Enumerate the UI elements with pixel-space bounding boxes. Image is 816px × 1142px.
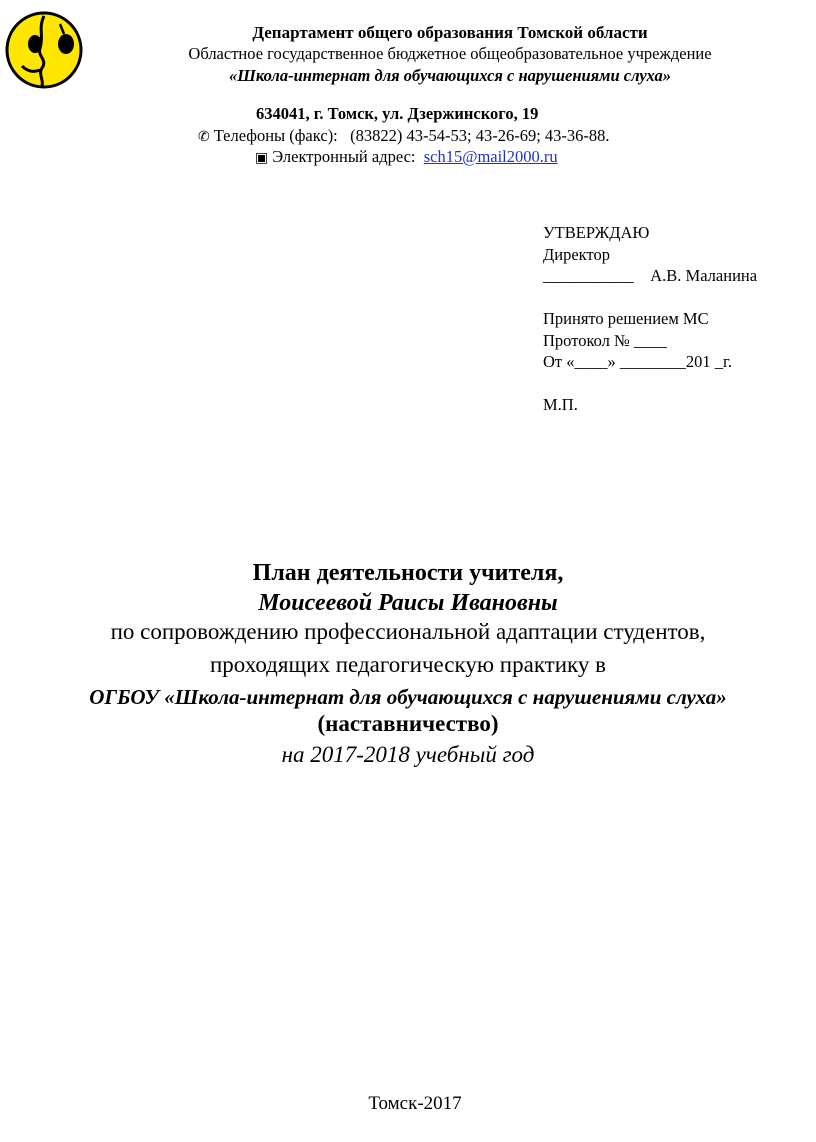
email-line — [255, 147, 558, 167]
approval-block — [543, 222, 757, 416]
plan-subject-cont: проходящих педагогическую практику в — [209, 652, 607, 677]
institution-type: Областное государственное бюджетное общеобразовательное учреждение — [188, 44, 712, 63]
school-address: 634041, г. Томск, ул. Дзержинского, 19 — [256, 104, 539, 123]
plan-mentorship: (наставничество) — [317, 711, 499, 736]
email-link[interactable]: sch15@mail2000.ru — [423, 147, 558, 166]
email-label: Электронный адрес: — [272, 147, 416, 166]
protocol-date: От «____» ________201 _г. — [543, 352, 733, 371]
approval-position: Директор — [543, 244, 610, 264]
approval-signature: ___________ А.В. Маланина — [543, 266, 758, 285]
department-heading: Департамент общего образования Томской области — [252, 23, 648, 42]
plan-year: на 2017-2018 учебный год — [281, 742, 535, 767]
seal-place: М.П. — [543, 395, 578, 414]
school-name: «Школа-интернат для обучающихся с нарушениями слуха» — [229, 66, 671, 85]
plan-subject: по сопровождению профессиональной адаптации студентов, — [110, 619, 706, 644]
phone-numbers: (83822) 43-54-53; 43-26-69; 43-36-88. — [350, 126, 610, 145]
council-decision: Принято решением МС — [543, 309, 709, 328]
school-logo-icon — [4, 10, 84, 90]
teacher-name: Моисеевой Раисы Ивановны — [258, 590, 558, 616]
plan-school: ОГБОУ «Школа-интернат для обучающихся с нарушениями слуха» — [89, 685, 727, 709]
computer-icon: ▣ — [255, 151, 269, 166]
city-year: Томск-2017 — [368, 1093, 462, 1114]
phone-label: Телефоны (факс): — [213, 126, 338, 145]
approval-heading: УТВЕРЖДАЮ — [543, 223, 650, 242]
phone-icon: ✆ — [198, 130, 210, 145]
protocol-number: Протокол № ____ — [543, 330, 667, 350]
phone-line — [198, 126, 610, 146]
plan-title: План деятельности учителя, — [252, 560, 564, 586]
